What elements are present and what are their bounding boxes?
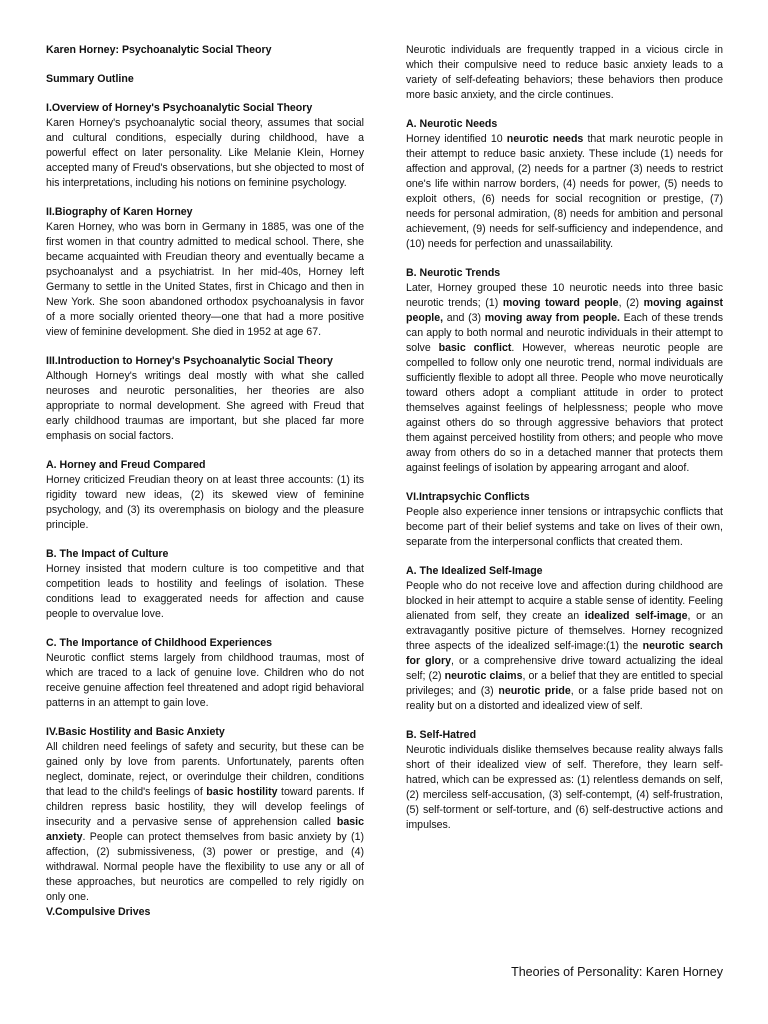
section-3-text: Although Horney's writings deal mostly with what she called neuroses and neurotic personalities, her theories are also appropriate to normal development. She agreed with Freud that early childhood traumas are important, but she placed far more emphasis on social factors. bbox=[46, 370, 364, 442]
section-3b-heading: B. The Impact of Culture bbox=[46, 548, 169, 560]
page-footer: Theories of Personality: Karen Horney bbox=[511, 965, 723, 979]
section-5a-heading: A. Neurotic Needs bbox=[406, 118, 498, 130]
term-neurotic-needs: neurotic needs bbox=[506, 133, 584, 145]
term-basic-hostility: basic hostility bbox=[206, 786, 278, 798]
section-5-text: Neurotic individuals are frequently trapped in a vicious circle in which their compulsive need to reduce basic anxiety leads to a variety of self-defeating behaviors; these behaviors then produce more basic anxiety, and the circle continues. bbox=[406, 44, 723, 101]
section-3a-heading: A. Horney and Freud Compared bbox=[46, 459, 206, 471]
section-6a-text: People who do not receive love and affection during childhood are blocked in heir attempt to acquire a stable sense of identity. Feeling alienated from self, they create an idealized self-image, or an extravagantly positive picture of themselves. Horney recognized three aspects of the idealized self-image:(1) the neurotic search for glory, or a comprehensive drive toward actualizing the ideal self; (2) neurotic claims, or a belief that they are entitled to special privileges; and (3) neurotic pride, or a false pride based not on reality but on a distorted and idealized view of self. bbox=[406, 580, 724, 712]
section-6-text: People also experience inner tensions or intrapsychic conflicts that become part of their belief systems and take on lives of their own, separate from the interpersonal conflicts that created them. bbox=[406, 506, 723, 548]
left-column bbox=[46, 43, 364, 920]
section-5b-heading: B. Neurotic Trends bbox=[406, 267, 501, 279]
document-title: Karen Horney: Psychoanalytic Social Theory bbox=[46, 44, 272, 56]
section-6a-heading: A. The Idealized Self-Image bbox=[406, 565, 543, 577]
section-5a-text: Horney identified 10 neurotic needs that mark neurotic people in their attempt to reduce basic anxiety. These include (1) needs for affection and approval, (2) needs for a partner (3) needs to restrict one's life within narrow borders, (4) needs for power, (5) needs to exploit others, (6) needs for social recognition or prestige, (7) needs for personal admiration, (8) needs for ambition and personal achievement, (9) needs for self-sufficiency and independence, and (10) needs for perfection and unassailability. bbox=[406, 133, 723, 250]
summary-outline-label: Summary Outline bbox=[46, 73, 134, 85]
section-4-text: All children need feelings of safety and security, but these can be gained only by love from parents. Unfortunately, parents often neglect, dominate, reject, or overindulge their children, conditions that lead to the child's feelings of basic hostility toward parents. If children repress basic hostility, they will develop feelings of insecurity and a pervasive sense of apprehension called basic anxiety. People can protect themselves from basic anxiety by (1) affection, (2) submissiveness, (3) power or prestige, and (4) withdrawal. Normal people have the flexibility to use any or all of these approaches, but neurotics are compelled to rely rigidly on only one. bbox=[46, 741, 364, 903]
section-3a-text: Horney criticized Freudian theory on at least three accounts: (1) its rigidity toward new ideas, (2) its skewed view of feminine psychology, and (3) its overemphasis on biology and the pleasure principle. bbox=[46, 474, 364, 531]
section-6-heading: VI.Intrapsychic Conflicts bbox=[406, 491, 530, 503]
term-moving-against: moving against people, bbox=[406, 297, 724, 324]
section-6b-heading: B. Self-Hatred bbox=[406, 729, 477, 741]
section-3b-text: Horney insisted that modern culture is too competitive and that competition leads to hostility and feelings of isolation. These conditions lead to exaggerated needs for affection and cause people to overvalue love. bbox=[46, 563, 364, 620]
term-basic-conflict: basic conflict bbox=[438, 342, 512, 354]
section-5b-text: Later, Horney grouped these 10 neurotic needs into three basic neurotic trends; (1) moving toward people, (2) moving against people, and (3) moving away from people. Each of these trends can apply to both normal and neurotic individuals in their attempt to solve basic conflict. However, whereas neurotic people are compelled to follow only one neurotic trend, normal individuals are sufficiently flexible to adopt all three. People who move neurotically toward others adopt a compliant attitude in order to protect themselves against feelings of helplessness; people who move against others do so through aggressive behaviors that protect them against perceived hostility from others; and people who move away from others do so in a detached manner that protects them against feelings of isolation by appearing arrogant and aloof. bbox=[406, 282, 724, 474]
section-4-heading: IV.Basic Hostility and Basic Anxiety bbox=[46, 726, 225, 738]
term-neurotic-pride: neurotic pride bbox=[498, 685, 571, 697]
right-column bbox=[406, 43, 723, 833]
section-3c-text: Neurotic conflict stems largely from childhood traumas, most of which are traced to a lack of genuine love. Children who do not receive genuine affection feel threatened and adopt rigid behavioral patterns in an attempt to gain love. bbox=[46, 652, 364, 709]
section-1-heading: I.Overview of Horney's Psychoanalytic Social Theory bbox=[46, 102, 313, 114]
term-moving-away: moving away from people. bbox=[484, 312, 620, 324]
term-moving-toward: moving toward people bbox=[502, 297, 619, 309]
section-3c-heading: C. The Importance of Childhood Experiences bbox=[46, 637, 273, 649]
term-neurotic-search-for-glory: neurotic search for glory bbox=[406, 640, 723, 667]
section-2-text: Karen Horney, who was born in Germany in 1885, was one of the first women in that country admitted to medical school. There, she became acquainted with Freudian theory and eventually became a psychoanalyst and a psychiatrist. In her mid-40s, Horney left Germany to settle in the United States, first in Chicago and then in New York. She soon abandoned orthodox psychoanalysis in favor of a more socially oriented theory—one that had a more positive view of feminine development. She died in 1952 at age 67. bbox=[46, 221, 364, 338]
section-1-text: Karen Horney's psychoanalytic social theory, assumes that social and cultural conditions, especially during childhood, have a powerful effect on later personality. Like Melanie Klein, Horney accepted many of Freud's observations, but she objected to most of his interpretations, including his notions on feminine psychology. bbox=[46, 117, 364, 189]
term-idealized-self-image: idealized self-image bbox=[584, 610, 688, 622]
section-5-heading: V.Compulsive Drives bbox=[46, 906, 151, 918]
term-neurotic-claims: neurotic claims bbox=[444, 670, 523, 682]
section-3-heading: III.Introduction to Horney's Psychoanalytic Social Theory bbox=[46, 355, 333, 367]
term-basic-anxiety: basic anxiety bbox=[46, 816, 364, 843]
section-2-heading: II.Biography of Karen Horney bbox=[46, 206, 193, 218]
section-6b-text: Neurotic individuals dislike themselves because reality always falls short of their idealized view of self. Therefore, they learn self-hatred, which can be expressed as: (1) relentless demands on self, (2) merciless self-accusation, (3) self-contempt, (4) self-frustration, (5) self-torment or self-torture, and (6) self-destructive actions and impulses. bbox=[406, 744, 723, 831]
